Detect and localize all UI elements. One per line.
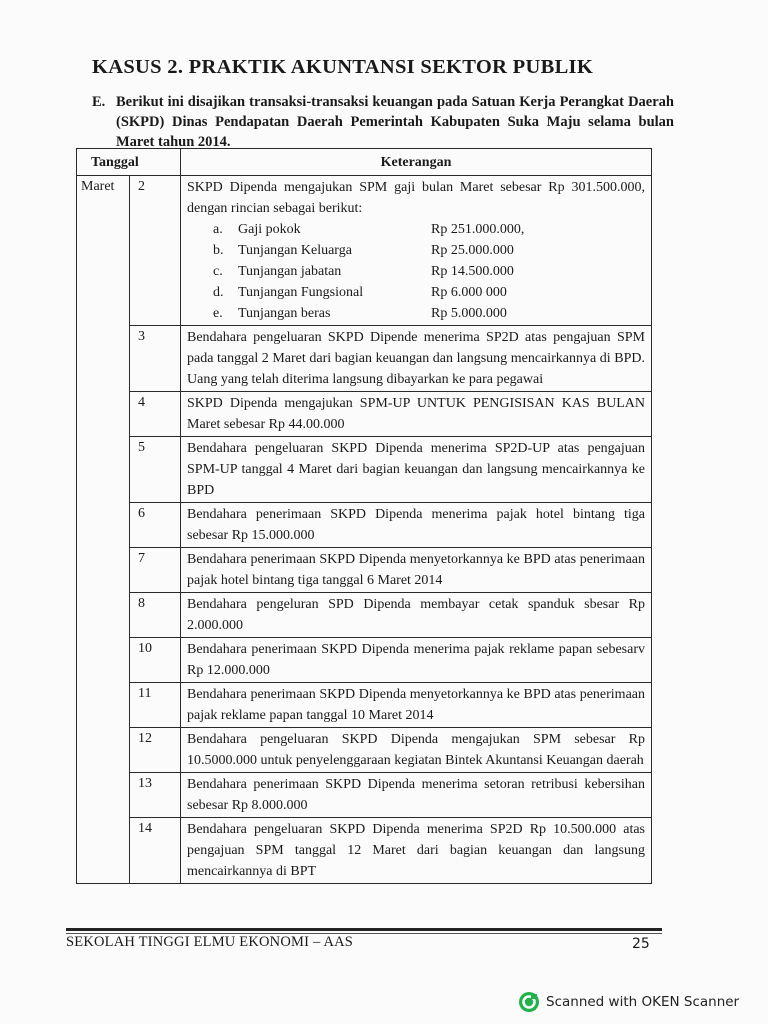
list-item bbox=[213, 261, 645, 282]
footer-divider bbox=[66, 928, 662, 931]
day-cell: 4 bbox=[130, 392, 181, 437]
table-row bbox=[77, 638, 652, 683]
list-item bbox=[213, 282, 645, 303]
description-cell: Bendahara pengeluaran SKPD Dipenda mengajukan SPM sebesar Rp 10.5000.000 untuk penyelenggaraan kegiatan Bintek Akuntansi Keuangan daerah bbox=[181, 728, 652, 773]
description-cell: Bendahara pengeluaran SKPD Dipenda menerima SP2D Rp 10.500.000 atas pengajuan SPM tanggal 12 Maret dari bagian keuangan dan langsung mencairkannya di BPT bbox=[181, 818, 652, 884]
description-cell: Bendahara penerimaan SKPD Dipenda menerima setoran retribusi kebersihan sebesar Rp 8.000.000 bbox=[181, 773, 652, 818]
description-cell bbox=[181, 176, 652, 326]
case-heading: KASUS 2. PRAKTIK AKUNTANSI SEKTOR PUBLIK bbox=[92, 56, 594, 78]
day-cell: 10 bbox=[130, 638, 181, 683]
table-row bbox=[77, 392, 652, 437]
day-cell: 6 bbox=[130, 503, 181, 548]
day-cell: 3 bbox=[130, 326, 181, 392]
item-name: Tunjangan Keluarga bbox=[238, 243, 352, 258]
item-amount: Rp 14.500.000 bbox=[431, 264, 514, 279]
table-row bbox=[77, 593, 652, 638]
list-item bbox=[213, 219, 645, 240]
intro-label: E. bbox=[92, 94, 106, 110]
item-amount: Rp 25.000.000 bbox=[431, 243, 514, 258]
table-row bbox=[77, 503, 652, 548]
day-cell: 14 bbox=[130, 818, 181, 884]
day-cell: 11 bbox=[130, 683, 181, 728]
table-header-row bbox=[77, 149, 652, 176]
item-amount: Rp 5.000.000 bbox=[431, 306, 507, 321]
item-amount: Rp 251.000.000, bbox=[431, 222, 525, 237]
scanner-logo-icon bbox=[518, 991, 540, 1013]
month-cell: Maret bbox=[77, 176, 130, 884]
day-cell: 12 bbox=[130, 728, 181, 773]
description-cell: Bendahara penerimaan SKPD Dipenda menyetorkannya ke BPD atas penerimaan pajak reklame papan tanggal 10 Maret 2014 bbox=[181, 683, 652, 728]
page-number: 25 bbox=[632, 936, 650, 952]
day-cell: 13 bbox=[130, 773, 181, 818]
table-row bbox=[77, 437, 652, 503]
item-amount: Rp 6.000 000 bbox=[431, 285, 507, 300]
date-column-header: Tanggal bbox=[77, 149, 181, 176]
table-row bbox=[77, 818, 652, 884]
day-cell: 5 bbox=[130, 437, 181, 503]
item-letter: e. bbox=[213, 306, 223, 321]
intro-paragraph bbox=[92, 92, 674, 152]
list-item bbox=[213, 240, 645, 261]
day-cell: 7 bbox=[130, 548, 181, 593]
item-letter: b. bbox=[213, 243, 224, 258]
intro-text: Berikut ini disajikan transaksi-transaksi keuangan pada Satuan Kerja Perangkat Daerah (SKPD) Dinas Pendapatan Daerah Pemerintah Kabupaten Suka Maju selama bulan Maret tahun 2014. bbox=[116, 94, 674, 150]
description-cell: Bendahara penerimaan SKPD Dipenda menyetorkannya ke BPD atas penerimaan pajak hotel bintang tiga tanggal 6 Maret 2014 bbox=[181, 548, 652, 593]
table-row bbox=[77, 683, 652, 728]
transactions-table bbox=[76, 148, 652, 884]
item-name: Gaji pokok bbox=[238, 222, 301, 237]
item-letter: c. bbox=[213, 264, 223, 279]
item-letter: a. bbox=[213, 222, 223, 237]
description-cell: SKPD Dipenda mengajukan SPM-UP UNTUK PENGISISAN KAS BULAN Maret sebesar Rp 44.00.000 bbox=[181, 392, 652, 437]
table-row bbox=[77, 176, 652, 326]
description-cell: Bendahara penerimaan SKPD Dipenda menerima pajak reklame papan sebesarv Rp 12.000.000 bbox=[181, 638, 652, 683]
list-item bbox=[213, 303, 645, 324]
item-name: Tunjangan beras bbox=[238, 306, 331, 321]
footer-institution: SEKOLAH TINGGI ELMU EKONOMI – AAS bbox=[66, 934, 354, 950]
item-name: Tunjangan jabatan bbox=[238, 264, 342, 279]
table-row bbox=[77, 728, 652, 773]
description-cell: Bendahara pengeluaran SKPD Dipende menerima SP2D atas pengajuan SPM pada tanggal 2 Maret dari bagian keuangan dan langsung mencairkannya di BPD. Uang yang telah diterima langsung dibayarkan ke para pegawai bbox=[181, 326, 652, 392]
table-row bbox=[77, 326, 652, 392]
day-cell: 2 bbox=[130, 176, 181, 326]
table-row bbox=[77, 773, 652, 818]
item-letter: d. bbox=[213, 285, 224, 300]
table-row bbox=[77, 548, 652, 593]
day-cell: 8 bbox=[130, 593, 181, 638]
scanner-label: Scanned with OKEN Scanner bbox=[546, 994, 740, 1010]
item-name: Tunjangan Fungsional bbox=[238, 285, 364, 300]
salary-breakdown-list bbox=[213, 219, 645, 324]
scanner-watermark bbox=[518, 991, 739, 1013]
description-cell: Bendahara pengeluaran SKPD Dipenda menerima SP2D-UP atas pengajuan SPM-UP tanggal 4 Maret dari bagian keuangan dan langsung mencairkannya ke BPD bbox=[181, 437, 652, 503]
description-column-header: Keterangan bbox=[181, 149, 652, 176]
description-cell: Bendahara pengeluran SPD Dipenda membayar cetak spanduk sbesar Rp 2.000.000 bbox=[181, 593, 652, 638]
description-cell: Bendahara penerimaan SKPD Dipenda menerima pajak hotel bintang tiga sebesar Rp 15.000.000 bbox=[181, 503, 652, 548]
description-text: SKPD Dipenda mengajukan SPM gaji bulan Maret sebesar Rp 301.500.000, dengan rincian sebagai berikut: bbox=[187, 180, 645, 216]
